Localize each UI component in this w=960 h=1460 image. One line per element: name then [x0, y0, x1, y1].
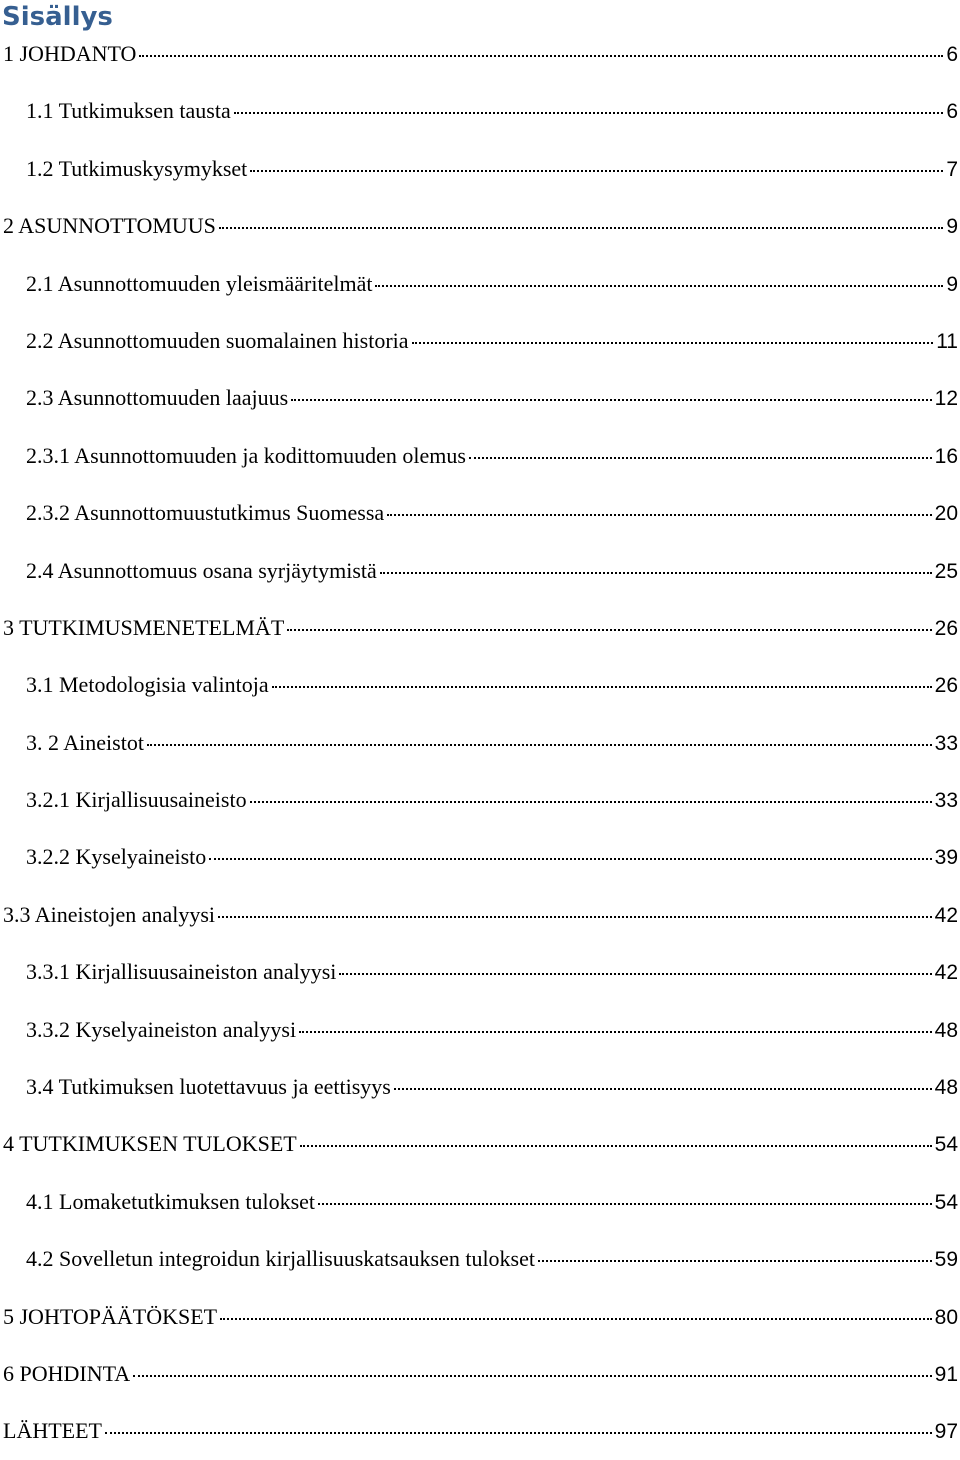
toc-entry-label: 2.3 Asunnottomuuden laajuus — [26, 385, 289, 411]
toc-entry-page-number: 33 — [934, 789, 958, 813]
dot-leader — [133, 1374, 931, 1377]
toc-entry-label: 1.1 Tutkimuksen tausta — [26, 98, 231, 124]
toc-entry-label: 1 JOHDANTO — [3, 41, 137, 66]
toc-entry[interactable] — [0, 1115, 960, 1172]
toc-entry-label: 3.3.2 Kyselyaineiston analyysi — [26, 1016, 297, 1042]
toc-entry-page-number: 26 — [934, 616, 958, 640]
toc-entry-label: 5 JOHTOPÄÄTÖKSET — [3, 1303, 218, 1329]
dot-leader — [272, 685, 932, 688]
dot-leader — [291, 398, 931, 401]
dot-leader — [139, 54, 943, 57]
toc-entry-label: 2.4 Asunnottomuus osana syrjäytymistä — [26, 557, 377, 583]
dot-leader — [250, 800, 932, 803]
toc-entry-label: 3.3 Aineistojen analyysi — [3, 901, 216, 927]
dot-leader — [318, 1202, 932, 1205]
dot-leader — [380, 571, 932, 574]
toc-entry-label: 3.3.1 Kirjallisuusaineiston analyysi — [26, 959, 337, 985]
toc-entry[interactable] — [0, 714, 960, 771]
toc-entry-page-number: 7 — [946, 157, 958, 181]
toc-entry[interactable] — [0, 1402, 960, 1459]
toc-entry[interactable] — [0, 943, 960, 1000]
toc-entry-label: 3.1 Metodologisia valintoja — [26, 672, 269, 698]
toc-entry[interactable] — [0, 25, 960, 82]
toc-entry-label: 3 TUTKIMUSMENETELMÄT — [3, 614, 285, 640]
toc-entry-page-number: 97 — [934, 1420, 958, 1444]
toc-entry-page-number: 26 — [934, 674, 958, 698]
toc-entry[interactable] — [0, 197, 960, 254]
toc-entry-page-number: 80 — [934, 1305, 958, 1329]
dot-leader — [220, 1317, 932, 1320]
toc-entry[interactable] — [0, 1345, 960, 1402]
dot-leader — [147, 743, 932, 746]
toc-entry-page-number: 25 — [934, 559, 958, 583]
dot-leader — [234, 111, 944, 114]
toc-entry-page-number: 48 — [934, 1076, 958, 1100]
toc-entry[interactable] — [0, 484, 960, 541]
toc-entry[interactable] — [0, 427, 960, 484]
toc-entry-page-number: 9 — [946, 272, 958, 296]
dot-leader — [218, 915, 932, 918]
toc-list — [0, 25, 960, 1460]
toc-entry-label: 4.2 Sovelletun integroidun kirjallisuuskatsauksen tulokset — [26, 1246, 535, 1272]
toc-entry[interactable] — [0, 771, 960, 828]
toc-entry-page-number: 6 — [946, 43, 958, 66]
toc-title: Sisällys — [2, 2, 113, 32]
toc-entry-page-number: 48 — [934, 1018, 958, 1042]
toc-entry-page-number: 42 — [934, 961, 958, 985]
toc-entry-label: 2.3.1 Asunnottomuuden ja kodittomuuden olemus — [26, 442, 466, 468]
dot-leader — [105, 1431, 932, 1434]
toc-entry[interactable] — [0, 1001, 960, 1058]
dot-leader — [287, 628, 931, 631]
toc-entry-label: 2 ASUNNOTTOMUUS — [3, 213, 216, 239]
dot-leader — [209, 857, 931, 860]
dot-leader — [375, 284, 943, 287]
dot-leader — [394, 1087, 932, 1090]
toc-entry[interactable] — [0, 1230, 960, 1287]
toc-entry[interactable] — [0, 255, 960, 312]
toc-entry-page-number: 6 — [946, 100, 958, 124]
toc-entry-label: 3.2.1 Kirjallisuusaineisto — [26, 787, 247, 813]
toc-entry[interactable] — [0, 656, 960, 713]
dot-leader — [469, 456, 932, 459]
toc-entry[interactable] — [0, 140, 960, 197]
toc-entry[interactable] — [0, 828, 960, 885]
toc-entry-label: 2.1 Asunnottomuuden yleismääritelmät — [26, 270, 373, 296]
toc-entry-page-number: 9 — [946, 215, 958, 239]
toc-entry-page-number: 20 — [934, 502, 958, 526]
toc-entry[interactable] — [0, 542, 960, 599]
toc-entry-page-number: 59 — [934, 1248, 958, 1272]
toc-entry-label: 3.2.2 Kyselyaineisto — [26, 844, 207, 870]
toc-entry[interactable] — [0, 82, 960, 139]
dot-leader — [339, 972, 931, 975]
toc-entry-page-number: 54 — [934, 1133, 958, 1157]
toc-entry-page-number: 16 — [934, 444, 958, 468]
toc-entry[interactable] — [0, 1058, 960, 1115]
toc-entry-page-number: 91 — [934, 1362, 958, 1386]
toc-entry-label: 2.2 Asunnottomuuden suomalainen historia — [26, 327, 409, 353]
toc-entry[interactable] — [0, 886, 960, 943]
toc-entry-page-number: 33 — [934, 731, 958, 755]
toc-entry-label: 4.1 Lomaketutkimuksen tulokset — [26, 1188, 316, 1214]
toc-entry-label: 4 TUTKIMUKSEN TULOKSET — [3, 1131, 297, 1157]
toc-entry-page-number: 39 — [934, 846, 958, 870]
toc-entry-label: 6 POHDINTA — [3, 1360, 131, 1386]
dot-leader — [250, 169, 943, 172]
dot-leader — [412, 341, 934, 344]
dot-leader — [538, 1259, 932, 1262]
dot-leader — [219, 226, 943, 229]
toc-entry-page-number: 12 — [934, 387, 958, 411]
toc-entry-label: 1.2 Tutkimuskysymykset — [26, 155, 248, 181]
dot-leader — [299, 1030, 932, 1033]
dot-leader — [387, 513, 931, 516]
dot-leader — [300, 1144, 932, 1147]
toc-entry-label: LÄHTEET — [3, 1418, 102, 1444]
toc-entry-page-number: 11 — [936, 329, 958, 353]
toc-entry[interactable] — [0, 312, 960, 369]
toc-entry[interactable] — [0, 369, 960, 426]
toc-entry-label: 3. 2 Aineistot — [26, 729, 144, 755]
toc-entry-page-number: 54 — [934, 1190, 958, 1214]
toc-entry-page-number: 42 — [934, 903, 958, 927]
toc-entry[interactable] — [0, 1173, 960, 1230]
toc-entry[interactable] — [0, 1288, 960, 1345]
toc-entry-label: 3.4 Tutkimuksen luotettavuus ja eettisyys — [26, 1074, 391, 1100]
toc-entry[interactable] — [0, 599, 960, 656]
toc-entry-label: 2.3.2 Asunnottomuustutkimus Suomessa — [26, 500, 385, 526]
